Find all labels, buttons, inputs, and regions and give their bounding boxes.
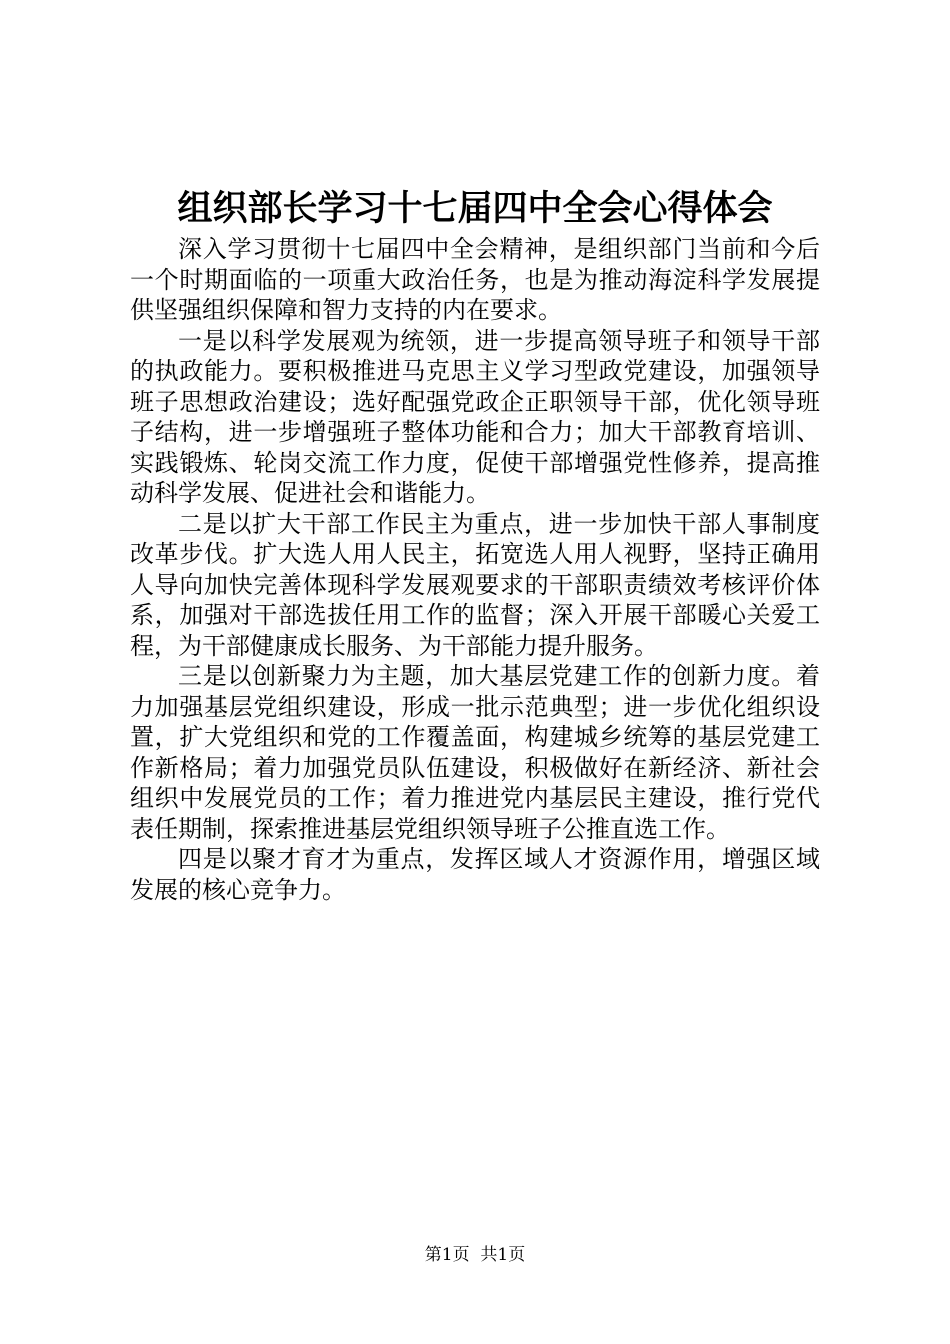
paragraph-point-two: 二是以扩大干部工作民主为重点，进一步加快干部人事制度改革步伐。扩大选人用人民主，拓宽选人用人视野，坚持正确用人导向加快完善体现科学发展观要求的干部职责绩效考核评价体系，加强对干部选拔任用工作的监督；深入开展干部暖心关爱工程，为干部健康成长服务、为干部能力提升服务。 xyxy=(130,509,820,660)
document-title: 组织部长学习十七届四中全会心得体会 xyxy=(177,188,773,229)
page-number-total: 共1页 xyxy=(480,1245,526,1265)
paragraph-point-one: 一是以科学发展观为统领，进一步提高领导班子和领导干部的执政能力。要积极推进马克思主义学习型政党建设，加强领导班子思想政治建设；选好配强党政企正职领导干部，优化领导班子结构，进一步增强班子整体功能和合力；加大干部教育培训、实践锻炼、轮岗交流工作力度，促使干部增强党性修养，提高推动科学发展、促进社会和谐能力。 xyxy=(130,326,820,507)
footer-spacer xyxy=(470,1245,481,1265)
paragraph-point-three: 三是以创新聚力为主题，加大基层党建工作的创新力度。着力加强基层党组织建设，形成一批示范典型；进一步优化组织设置，扩大党组织和党的工作覆盖面，构建城乡统筹的基层党建工作新格局；着力加强党员队伍建设，积极做好在新经济、新社会组织中发展党员的工作；着力推进党内基层民主建设，推行党代表任期制，探索推进基层党组织领导班子公推直选工作。 xyxy=(130,662,820,843)
document-body xyxy=(130,234,820,905)
page-footer xyxy=(0,1243,950,1267)
page-number-current: 第1页 xyxy=(424,1245,470,1265)
paragraph-point-four: 四是以聚才育才为重点，发挥区域人才资源作用，增强区域发展的核心竞争力。 xyxy=(130,845,820,904)
paragraph-intro: 深入学习贯彻十七届四中全会精神，是组织部门当前和今后一个时期面临的一项重大政治任务，也是为推动海淀科学发展提供坚强组织保障和智力支持的内在要求。 xyxy=(130,235,820,324)
